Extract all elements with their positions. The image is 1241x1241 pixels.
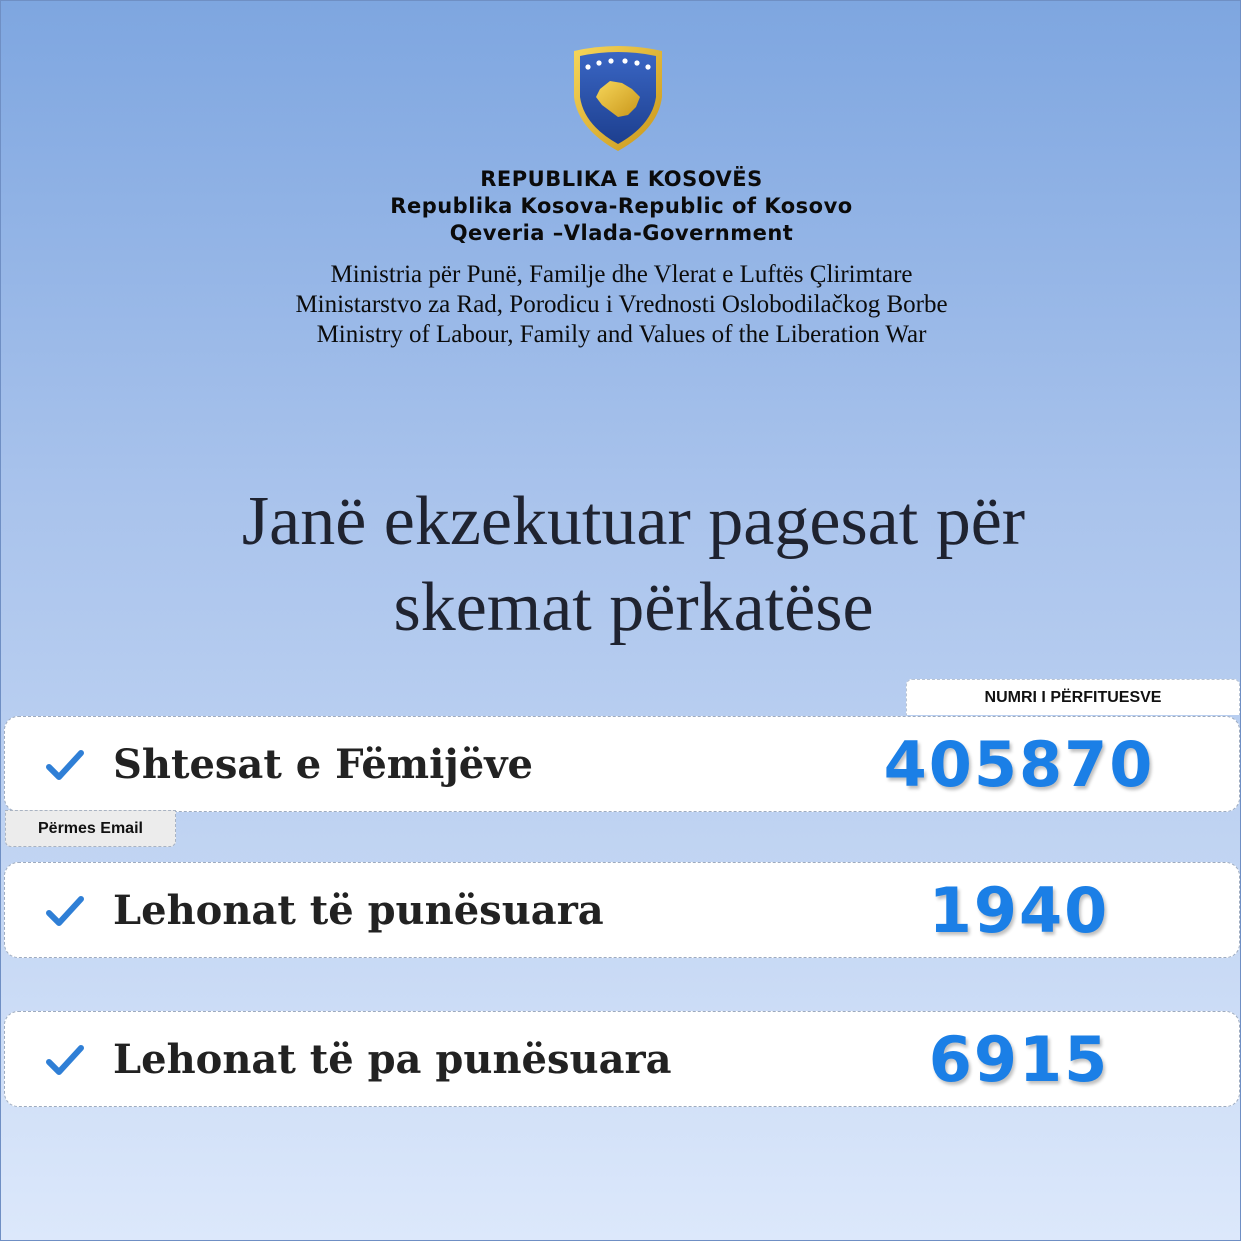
scheme-label: Shtesat e Fëmijëve <box>113 741 533 788</box>
scheme-row <box>4 862 1240 958</box>
scheme-row <box>4 1011 1240 1107</box>
check-icon <box>45 893 85 929</box>
email-tag: Përmes Email <box>5 810 176 847</box>
beneficiaries-count: 1940 <box>928 874 1110 947</box>
country-subtitle: Republika Kosova-Republic of Kosovo <box>390 194 853 218</box>
check-icon <box>45 747 85 783</box>
scheme-label: Lehonat të pa punësuara <box>113 1036 672 1083</box>
government-title: Qeveria –Vlada-Government <box>449 221 794 245</box>
ministry-name-serbian: Ministarstvo za Rad, Porodicu i Vrednosti Oslobodilačkog Borbe <box>295 291 948 318</box>
scheme-label: Lehonat të punësuara <box>113 887 604 934</box>
beneficiaries-count: 405870 <box>883 728 1155 801</box>
beneficiaries-column-header: NUMRI I PËRFITUESVE <box>906 679 1240 715</box>
coat-of-arms-emblem <box>570 45 666 153</box>
ministry-name-albanian: Ministria për Punë, Familje dhe Vlerat e Luftës Çlirimtare <box>330 261 913 288</box>
announcement-headline <box>101 479 1166 651</box>
scheme-row <box>4 716 1240 812</box>
country-title: REPUBLIKA E KOSOVËS <box>480 167 763 191</box>
check-icon <box>45 1042 85 1078</box>
headline-line-2: skemat përkatëse <box>393 569 874 646</box>
ministry-name-english: Ministry of Labour, Family and Values of the Liberation War <box>316 321 927 348</box>
headline-line-1: Janë ekzekutuar pagesat për <box>241 483 1026 560</box>
beneficiaries-count: 6915 <box>928 1023 1110 1096</box>
